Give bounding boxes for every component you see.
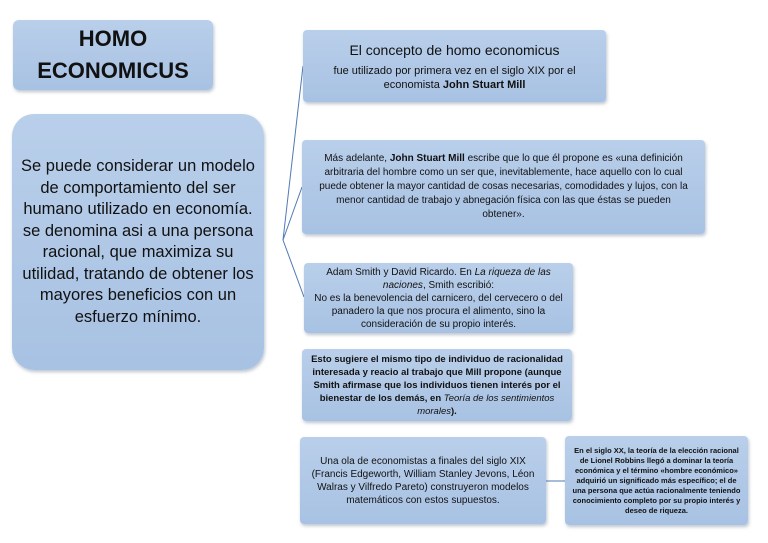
title-box [13, 20, 213, 90]
mill-definition-text [316, 152, 691, 222]
concept-text-author: John Stuart Mill [442, 78, 526, 91]
title-line2: ECONOMICUS [37, 58, 189, 83]
mill-pre: Más adelante, [324, 153, 390, 164]
smith-intro [314, 266, 563, 292]
rationality-post: ). [450, 405, 457, 417]
concept-text [313, 64, 596, 92]
rationality-pre: Esto sugiere el mismo tipo de individuo de racionalidad interesada y reacio al trabajo que Mill propone (aunque Smith afirmase que los individuos tienen interés por el bienestar de los demás, en [311, 353, 563, 404]
concept-origin-box [303, 30, 606, 102]
economists-wave-text: Una ola de economistas a finales del siglo XIX (Francis Edgeworth, William Stanley Jevons, Léon Walras y Vilfredo Pareto) construyeron modelos matemáticos con estos supuestos. [311, 455, 535, 506]
smith-book-title: La riqueza de las naciones [382, 266, 551, 291]
title-line1: HOMO [78, 26, 148, 51]
moral-sentiments-title: Teoría de los sentimientos morales [417, 392, 555, 417]
smith-ricardo-box [304, 263, 573, 333]
rationality-text [310, 353, 564, 418]
smith-quote: No es la benevolencia del carnicero, del cervecero o del panadero la que nos procura el alimento, sino la consideración de su propio interés. [314, 292, 563, 330]
smith-post: , Smith escribió: [422, 279, 495, 291]
concept-text-body: fue utilizado por primera vez en el siglo XIX por el economista [333, 64, 576, 91]
main-definition-box [12, 114, 264, 370]
smith-pre: Adam Smith y David Ricardo. En [326, 266, 475, 278]
robbins-theory-text: En el siglo XX, la teoría de la elección racional de Lionel Robbins llegó a dominar la teoría económica y el término «hombre económico» adquirió un significado más específico; el de una persona que actúa racionalmente teniendo conocimiento completo por su propio interés y deseo de riqueza. [572, 445, 741, 515]
concept-heading: El concepto de homo economicus [349, 41, 560, 58]
main-definition-text: Se puede considerar un modelo de comportamiento del ser humano utilizado en economía. se denomina asi a una persona racional, que maximiza su utilidad, tratando de obtener los mayores beneficios con un esfuerzo mínimo. [21, 157, 255, 326]
mill-definition-box [302, 140, 705, 234]
connector-to-box3 [283, 240, 304, 297]
connector-to-box1 [283, 66, 303, 240]
mill-author: John Stuart Mill [389, 153, 465, 164]
mill-post: escribe que lo que él propone es «una definición arbitraria del hombre como un ser que, inevitablemente, hace aquello con lo cual puede obtener la mayor cantidad de cosas necesarias, comodidades y lujos, con la menor cantidad de trabajo y abnegación física con las que éstas se pueden obtener». [319, 153, 688, 220]
individual-rationality-box [302, 349, 572, 421]
economists-wave-box [300, 437, 546, 524]
robbins-theory-box [565, 436, 748, 525]
